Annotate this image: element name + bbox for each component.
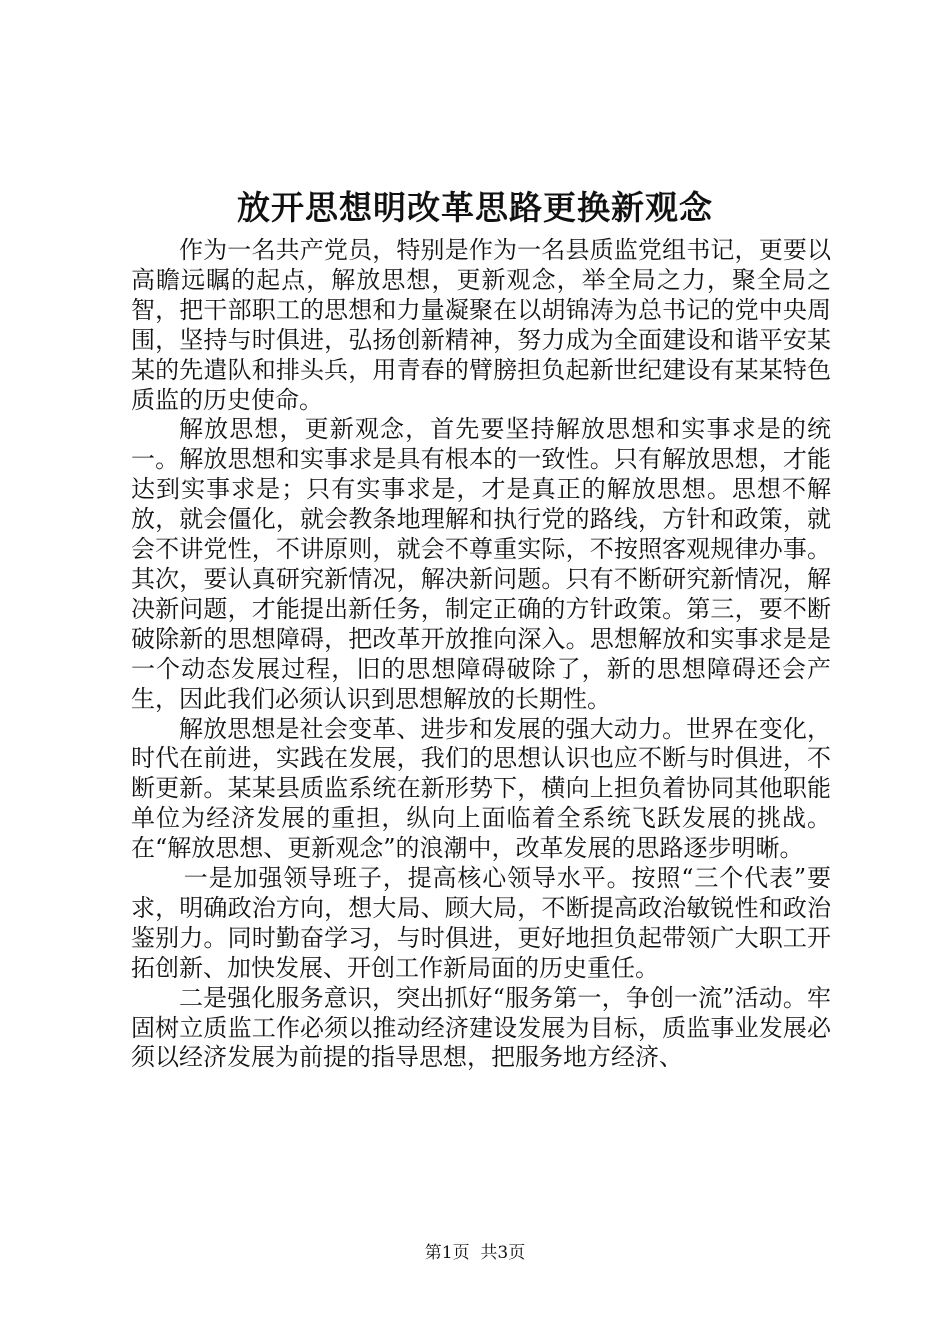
page-number-footer: 第1页 共3页 xyxy=(424,1243,526,1263)
document-body xyxy=(131,236,831,1073)
paragraph-1: 作为一名共产党员，特别是作为一名县质监党组书记，更要以高瞻远瞩的起点，解放思想，更新观念，举全局之力，聚全局之智，把干部职工的思想和力量凝聚在以胡锦涛为总书记的党中央周围，坚持与时俱进，弘扬创新精神，努力成为全面建设和谐平安某某的先遣队和排头兵，用青春的臂膀担负起新世纪建设有某某特色质监的历史使命。 xyxy=(131,236,831,414)
paragraph-2: 解放思想，更新观念，首先要坚持解放思想和实事求是的统一。解放思想和实事求是具有根本的一致性。只有解放思想，才能达到实事求是；只有实事求是，才是真正的解放思想。思想不解放，就会僵化，就会教条地理解和执行党的路线，方针和政策，就会不讲党性，不讲原则，就会不尊重实际，不按照客观规律办事。其次，要认真研究新情况，解决新问题。只有不断研究新情况，解决新问题，才能提出新任务，制定正确的方针政策。第三，要不断破除新的思想障碍，把改革开放推向深入。思想解放和实事求是是一个动态发展过程，旧的思想障碍破除了，新的思想障碍还会产生，因此我们必须认识到思想解放的长期性。 xyxy=(131,415,831,713)
paragraph-4: 一是加强领导班子，提高核心领导水平。按照“三个代表”要求，明确政治方向，想大局、顾大局，不断提高政治敏锐性和政治鉴别力。同时勤奋学习，与时俱进，更好地担负起带领广大职工开拓创新、加快发展、开创工作新局面的历史重任。 xyxy=(131,864,831,982)
document-title: 放开思想明改革思路更换新观念 xyxy=(237,188,713,227)
paragraph-3: 解放思想是社会变革、进步和发展的强大动力。世界在变化，时代在前进，实践在发展，我们的思想认识也应不断与时俱进，不断更新。某某县质监系统在新形势下，横向上担负着协同其他职能单位为经济发展的重担，纵向上面临着全系统飞跃发展的挑战。在“解放思想、更新观念”的浪潮中，改革发展的思路逐步明晰。 xyxy=(131,714,831,863)
paragraph-5: 二是强化服务意识，突出抓好“服务第一，争创一流”活动。牢固树立质监工作必须以推动经济建设发展为目标，质监事业发展必须以经济发展为前提的指导思想，把服务地方经济、 xyxy=(131,983,831,1072)
